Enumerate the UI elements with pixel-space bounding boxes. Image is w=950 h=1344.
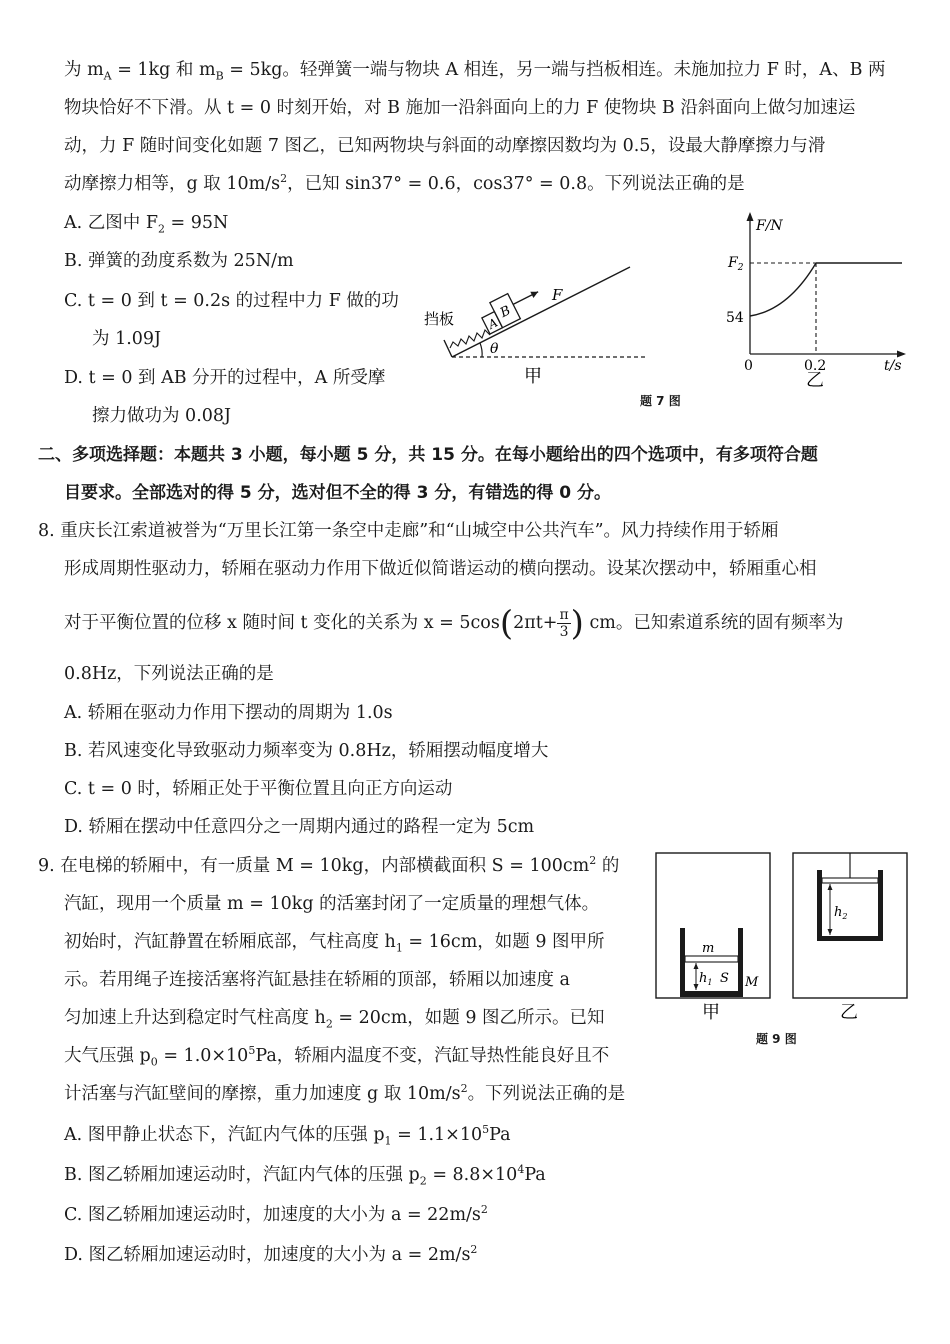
fig7-jia-incline-diagram: [420, 262, 650, 387]
q7-stem-line-4: 动摩擦力相等，g 取 $10m/s^2$，已知 sin37° = 0.6，cos37° = 0.8。下列说法正确的是: [64, 172, 745, 194]
q8-option-b: B. 若风速变化导致驱动力频率变为 0.8Hz，轿厢摆动幅度增大: [64, 741, 549, 761]
baffle: [444, 340, 452, 357]
q7-stem-line-3: 动，力 F 随时间变化如题 7 图乙，已知两物块与斜面的动摩擦因数均为 0.5，设最大静摩擦力与滑: [64, 136, 826, 156]
x-axis-arrowhead: [897, 351, 906, 358]
q8-stem-line-3: 对于平衡位置的位移 x 随时间 t 变化的关系为 x = 5cos(2πt+ $\frac{\pi}{3}$ ) cm。已知索道系统的固有频率为: [64, 603, 844, 644]
block-b-label: B: [497, 303, 514, 321]
q9-stem-line-5: 匀加速上升达到稳定时气柱高度 $h_2 = 20cm$，如题 9 图乙所示。已知: [64, 1008, 605, 1031]
q8-option-c: C. t = 0 时，轿厢正处于平衡位置且向正方向运动: [64, 779, 453, 799]
piston-jia: [685, 956, 738, 962]
q9-option-c: C. 图乙轿厢加速运动时，加速度的大小为 $a = 22m/s^2$: [64, 1203, 488, 1225]
y-tick-54: 54: [726, 310, 744, 326]
q7-option-c-line-2: 为 1.09J: [92, 329, 162, 349]
force-arrowhead: [530, 289, 539, 298]
q7-option-d-line-1: D. t = 0 到 AB 分开的过程中，A 所受摩: [64, 368, 386, 388]
h2-label: $h_2$: [834, 905, 848, 921]
section2-heading-line-2: 目要求。全部选对的得 5 分，选对但不全的得 3 分，有错选的得 0 分。: [64, 483, 611, 503]
q9-option-b: B. 图乙轿厢加速运动时，汽缸内气体的压强 $p_2 = 8.8\times 10^4Pa$: [64, 1163, 546, 1188]
q7-option-b: B. 弹簧的劲度系数为 25N/m: [64, 251, 294, 271]
angle-arc: [480, 343, 482, 357]
force-label: F: [552, 286, 563, 304]
q7-stem-line-1: 为 $m_A = 1kg$ 和 $m_B = 5kg$。轻弹簧一端与物块 A 相连，另一端与挡板相连。未施加拉力 F 时，A、B 两: [64, 60, 886, 83]
q9-stem-line-3: 初始时，汽缸静置在轿厢底部，气柱高度 $h_1 = 16cm$，如题 9 图甲所: [64, 932, 605, 955]
fig9-jia-caption: 甲: [702, 1002, 720, 1023]
q9-stem-line-1: 9. 在电梯的轿厢中，有一质量 M = 10kg，内部横截面积 $S = 100cm^2$ 的: [38, 854, 620, 876]
fig7-jia-caption: 甲: [524, 366, 542, 387]
fig9-elevator-diagram: [652, 850, 914, 1028]
q9-option-d: D. 图乙轿厢加速运动时，加速度的大小为 $a = 2m/s^2$: [64, 1243, 478, 1265]
baffle-label: 挡板: [424, 310, 455, 328]
q9-stem-line-4: 示。若用绳子连接活塞将汽缸悬挂在轿厢的顶部，轿厢以加速度 a: [64, 970, 570, 990]
q9-stem-line-6: 大气压强 $p_0 = 1.0\times 10^5Pa$，轿厢内温度不变，汽缸导热性能良好且不: [64, 1044, 610, 1069]
fig9-yi-caption: 乙: [840, 1002, 858, 1023]
y-axis-label: F/N: [756, 218, 783, 234]
q8-stem-line-1: 8. 重庆长江索道被誉为“万里长江第一条空中走廊”和“山城空中公共汽车”。风力持续作用于轿厢: [38, 521, 779, 541]
area-label: S: [720, 971, 729, 986]
cylinder-yi: [817, 853, 883, 941]
fig7-yi-caption: 乙: [806, 370, 824, 390]
fig9-caption: 题 9 图: [756, 1032, 797, 1046]
fig7-yi-force-time-graph: [718, 208, 918, 390]
h1-label: $h_1$: [699, 971, 713, 987]
q8-option-d: D. 轿厢在摆动中任意四分之一周期内通过的路程一定为 5cm: [64, 817, 535, 837]
block-a-label: A: [485, 315, 500, 332]
incline-surface: [452, 267, 630, 357]
force-curve: [750, 263, 816, 316]
q9-stem-line-2: 汽缸，现用一个质量 m = 10kg 的活塞封闭了一定质量的理想气体。: [64, 894, 600, 914]
q7-option-c-line-1: C. t = 0 到 t = 0.2s 的过程中力 F 做的功: [64, 291, 399, 311]
spring: [450, 330, 490, 348]
y-axis-arrowhead: [747, 212, 754, 221]
q8-stem-line-2: 形成周期性驱动力，轿厢在驱动力作用下做近似简谐运动的横向摆动。设某次摆动中，轿厢重心相: [64, 559, 817, 579]
x-tick-0.2: 0.2: [804, 358, 827, 374]
piston-yi: [822, 878, 878, 883]
angle-label: θ: [490, 341, 499, 357]
q9-option-a: A. 图甲静止状态下，汽缸内气体的压强 $p_1 = 1.1\times 10^5Pa$: [64, 1123, 511, 1148]
section2-heading-line-1: 二、多项选择题：本题共 3 小题，每小题 5 分，共 15 分。在每小题给出的四个选项中，有多项符合题: [38, 445, 818, 465]
q7-option-d-line-2: 擦力做功为 0.08J: [92, 406, 232, 426]
piston-mass-label: m: [702, 941, 715, 956]
q7-stem-line-2: 物块恰好不下滑。从 t = 0 时刻开始，对 B 施加一沿斜面向上的力 F 使物块 B 沿斜面向上做匀加速运: [64, 98, 856, 118]
fig7-caption: 题 7 图: [640, 394, 681, 408]
q9-stem-line-7: 计活塞与汽缸壁间的摩擦，重力加速度 g 取 $10m/s^2$。下列说法正确的是: [64, 1082, 626, 1104]
pi-over-3-fraction: $\frac{\pi}{3}$: [559, 607, 569, 640]
origin-label: 0: [744, 358, 753, 374]
q7-option-a: A. 乙图中 $F_2 = 95N$: [64, 213, 229, 236]
x-axis-label: t/s: [884, 358, 902, 374]
cylinder-mass-label: M: [745, 975, 759, 990]
f2-label: $F_2$: [728, 255, 744, 273]
q8-stem-line-4: 0.8Hz，下列说法正确的是: [64, 664, 274, 684]
q8-option-a: A. 轿厢在驱动力作用下摆动的周期为 1.0s: [64, 703, 393, 723]
